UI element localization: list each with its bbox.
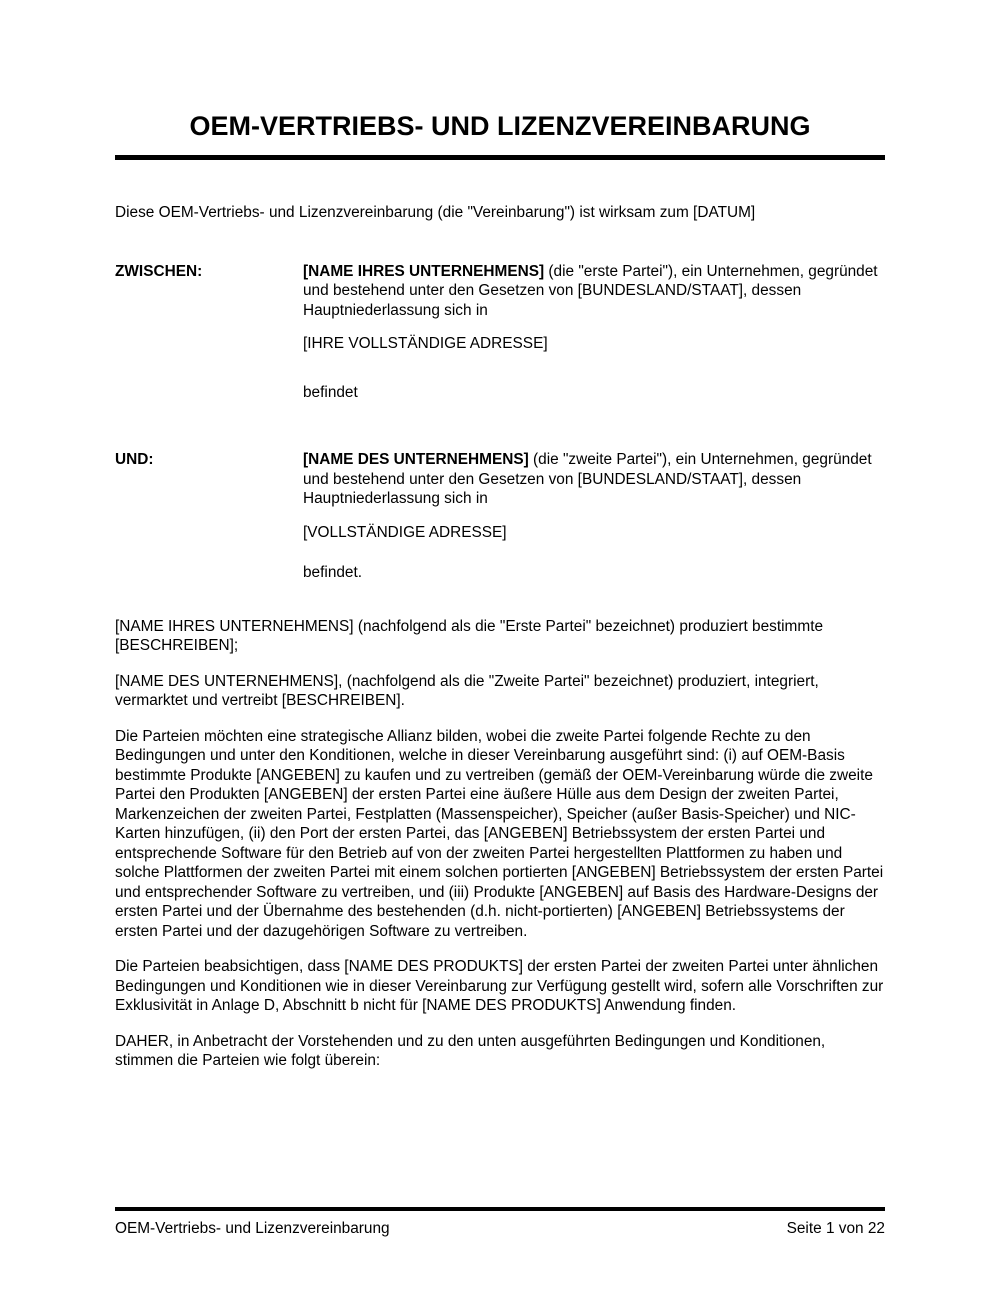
footer-text-row	[115, 1219, 885, 1239]
party-suffix: befindet	[303, 383, 358, 401]
intro-paragraph: Diese OEM-Vertriebs- und Lizenzvereinbarung (die "Vereinbarung") ist wirksam zum [DATUM]	[115, 204, 756, 221]
footer-document-name: OEM-Vertriebs- und Lizenzvereinbarung	[115, 1220, 390, 1237]
party-block-zwischen	[115, 262, 885, 403]
recital-paragraph: [NAME DES UNTERNEHMENS], (nachfolgend als die "Zweite Partei" bezeichnet) produziert, integriert, vermarktet und vertreibt [BESCHREIBEN].	[115, 672, 819, 709]
party-block-und	[115, 450, 885, 583]
party-label: ZWISCHEN:	[115, 262, 203, 280]
party-description	[303, 450, 885, 509]
title-divider	[115, 155, 885, 160]
page-footer	[115, 1207, 885, 1239]
document-content	[0, 111, 1000, 1071]
footer-page-number: Seite 1 von 22	[786, 1220, 885, 1237]
party-address: [IHRE VOLLSTÄNDIGE ADRESSE]	[303, 335, 548, 352]
recital-paragraph: [NAME IHRES UNTERNEHMENS] (nachfolgend als die "Erste Partei" bezeichnet) produziert bestimmte [BESCHREIBEN];	[115, 617, 824, 654]
party-description	[303, 262, 885, 321]
party-description-text: (die "erste Partei"), ein Unternehmen, gegründet und bestehend unter den Gesetzen von [BUNDESLAND/STAAT], dessen Hauptniederlassung sich in	[303, 262, 878, 319]
party-name: [NAME IHRES UNTERNEHMENS]	[303, 262, 545, 280]
page-title: OEM-VERTRIEBS- UND LIZENZVEREINBARUNG	[189, 111, 811, 141]
party-address: [VOLLSTÄNDIGE ADRESSE]	[303, 523, 507, 541]
party-content	[303, 450, 885, 583]
party-name: [NAME DES UNTERNEHMENS]	[303, 451, 529, 468]
party-suffix: befindet.	[303, 564, 363, 581]
recital-paragraph: Die Parteien beabsichtigen, dass [NAME DES PRODUKTS] der ersten Partei der zweiten Partei unter ähnlichen Bedingungen und Konditionen wie in dieser Vereinbarung zur Verfügung gestellt wird, sofern alle Vorschriften zur Exklusivität in Anlage D, Abschnitt b nicht für [NAME DES PRODUKTS] Anwendung finden.	[115, 958, 884, 1014]
party-description-text: (die "zweite Partei"), ein Unternehmen, gegründet und bestehend unter den Gesetzen von [BUNDESLAND/STAAT], dessen Hauptniederlassung sich in	[303, 451, 872, 507]
recital-paragraph: DAHER, in Anbetracht der Vorstehenden und zu den unten ausgeführten Bedingungen und Konditionen, stimmen die Parteien wie folgt überein:	[115, 1032, 826, 1069]
recital-paragraph: Die Parteien möchten eine strategische Allianz bilden, wobei die zweite Partei folgende Rechte zu den Bedingungen und unter den Konditionen, welche in dieser Vereinbarung ausgeführt sind: (i) auf OEM-Basis bestimmte Produkte [ANGEBEN] zu kaufen und zu vertreiben (gemäß der OEM-Vereinbarung würde die zweite Partei den Produkten [ANGEBEN] der ersten Partei eine äußere Hülle aus dem Design der zweiten Partei, Markenzeichen der zweiten Partei, Festplatten (Massenspeicher), Speicher (außer Basis-Speicher) und NIC-Karten hinzufügen, (ii) den Port der ersten Partei, das [ANGEBEN] Betriebssystem der ersten Partei und entsprechende Software für den Betrieb auf von der zweiten Partei hergestellten Plattformen zu haben und solche Plattformen der zweiten Partei mit einem solchen portierten [ANGEBEN] Betriebssystem der ersten Partei und entsprechender Software zu vertreiben, und (iii) Produkte [ANGEBEN] auf Basis des Hardware-Designs der ersten Partei und der Übernahme des bestehenden (d.h. nicht-portierten) [ANGEBEN] Betriebssystems der ersten Partei und der dazugehörigen Software zu vertreiben.	[115, 727, 884, 940]
party-content	[303, 262, 885, 403]
party-label: UND:	[115, 451, 154, 468]
footer-divider	[115, 1207, 885, 1211]
